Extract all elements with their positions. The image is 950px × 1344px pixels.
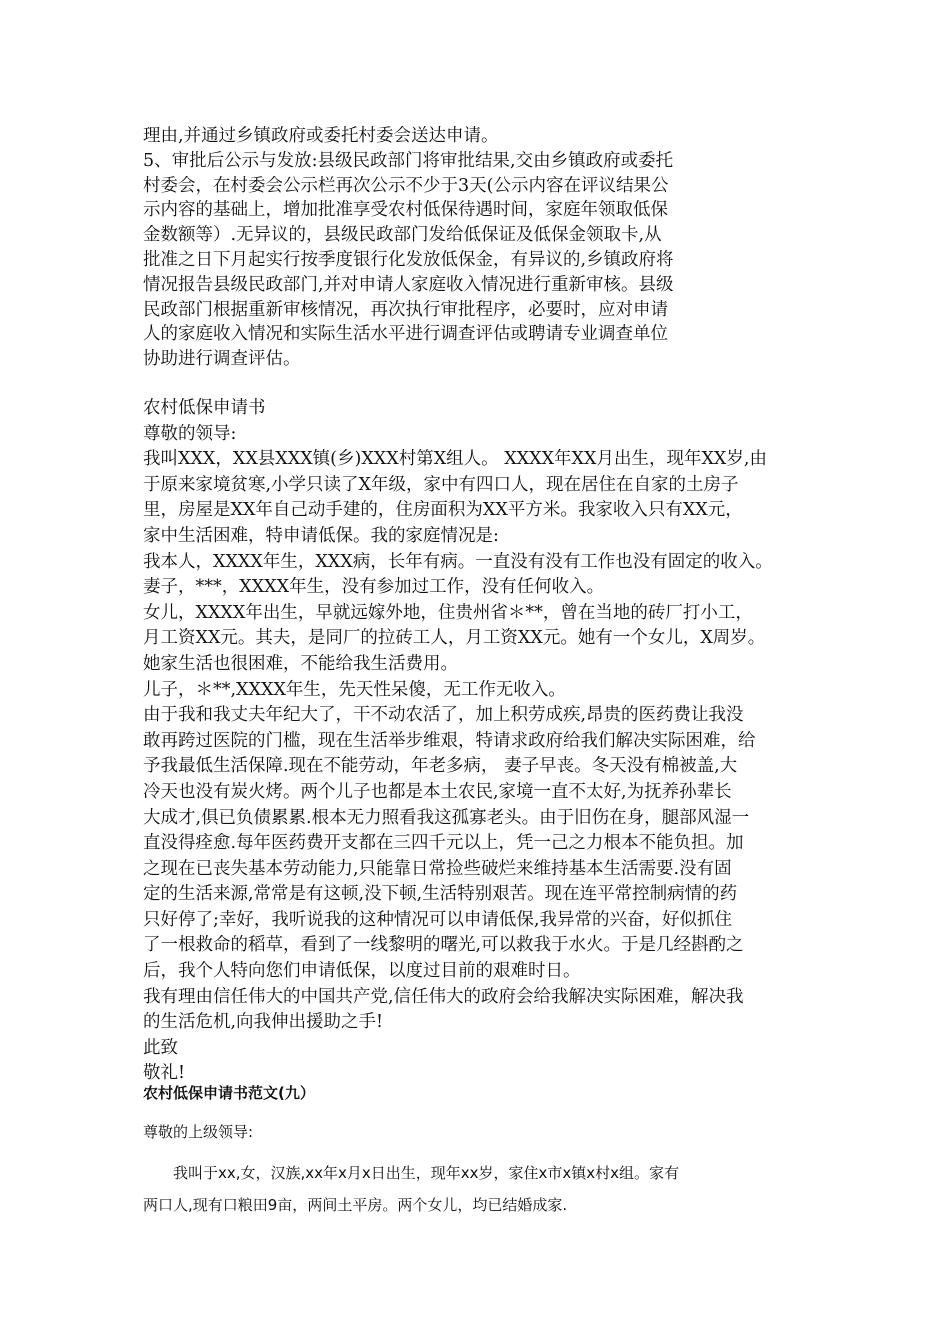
- text-line: 定的生活来源,常常是有这顿,没下顿,生活特别艰苦。现在连平常控制病情的药: [143, 884, 738, 905]
- text-line: 大成才,俱已负债累累.根本无力照看我这孤寡老头。由于旧伤在身，腿部风湿一: [143, 807, 750, 828]
- sample-paragraph: [143, 1157, 823, 1221]
- text-line: 民政部门根据重新审核情况，再次执行审批程序，必要时，应对申请: [143, 299, 668, 320]
- text-line: 我叫于xx,女，汉族,xx年x月x日出生，现年xx岁，家住x市x镇x村x组。家有: [143, 1164, 680, 1182]
- text-line: 家中生活困难，特申请低保。我的家庭情况是:: [143, 525, 499, 546]
- text-line: 人的家庭收入情况和实际生活水平进行调查评估或聘请专业调查单位: [143, 324, 668, 345]
- letter-greeting: 尊敬的领导:: [143, 423, 237, 444]
- text-line: 于原来家境贫寒,小学只读了X年级，家中有四口人，现在居住在自家的土房子: [143, 474, 739, 495]
- text-line: 儿子，＊**,XXXX年生，先天性呆傻，无工作无收入。: [143, 679, 566, 700]
- text-line: 之现在已丧失基本劳动能力,只能靠日常捡些破烂来维持基本生活需要.没有固: [143, 858, 732, 879]
- closing-line: 敬礼!: [143, 1063, 186, 1084]
- text-line: 妻子，***，XXXX年生，没有参加过工作，没有任何收入。: [143, 577, 605, 598]
- letter-title: 农村低保申请书: [143, 398, 266, 418]
- text-line: 了一根救命的稻草，看到了一线黎明的曙光,可以救我于水火。于是几经斟酌之: [143, 935, 744, 956]
- text-line: 5、审批后公示与发放:县级民政部门将审批结果,交由乡镇政府或委托: [143, 150, 674, 171]
- text-line: 我叫XXX，XX县XXX镇(乡)XXX村第X组人。 XXXX年XX月出生，现年XX岁,由: [143, 449, 767, 470]
- text-line: 示内容的基础上，增加批准享受农村低保待遇时间，家庭年领取低保: [143, 200, 668, 221]
- text-line: 两口人,现有口粮田9亩，两间土平房。两个女儿，均已结婚成家.: [143, 1196, 568, 1214]
- text-line: 村委会，在村委会公示栏再次公示不少于3天(公示内容在评议结果公: [143, 175, 669, 196]
- text-line: 月工资XX元。其夫，是同厂的拉砖工人，月工资XX元。她有一个女儿，X周岁。: [143, 628, 766, 649]
- text-line: 情况报告县级民政部门,并对申请人家庭收入情况进行重新审核。县级: [143, 274, 674, 295]
- text-line: 女儿，XXXX年出生，早就远嫁外地，住贵州省＊**，曾在当地的砖厂打小工，: [143, 602, 753, 623]
- text-line: 批准之日下月起实行按季度银行化发放低保金，有异议的,乡镇政府将: [143, 249, 674, 270]
- text-line: 我本人，XXXX年生，XXX病，长年有病。一直没有没有工作也没有固定的收入。: [143, 551, 773, 572]
- text-line: 她家生活也很困难，不能给我生活费用。: [143, 653, 458, 674]
- section-heading: 农村低保申请书范文(九）: [143, 1084, 315, 1102]
- text-line: 只好停了;幸好，我听说我的这种情况可以申请低保,我异常的兴奋，好似抓住: [143, 909, 732, 930]
- closing-line: 此致: [143, 1037, 178, 1058]
- text-line: 我有理由信任伟大的中国共产党,信任伟大的政府会给我解决实际困难，解决我: [143, 986, 744, 1007]
- text-line: 直没得痊愈.每年医药费开支都在三四千元以上，凭一己之力根本不能负担。加: [143, 833, 744, 854]
- text-line: 由于我和我丈夫年纪大了，干不动农活了，加上积劳成疾,昂贵的医药费让我没: [143, 705, 744, 726]
- text-line: 冷天也没有炭火烤。两个儿子也都是本土农民,家境一直不太好,为抚养孙辈长: [143, 781, 732, 802]
- text-line: 予我最低生活保障.现在不能劳动，年老多病， 妻子早丧。冬天没有棉被盖,大: [143, 756, 738, 777]
- text-line: 协助进行调查评估。: [143, 349, 301, 370]
- text-line: 金数额等）.无异议的，县级民政部门发给低保证及低保金领取卡,从: [143, 225, 662, 246]
- text-line: 里，房屋是XX年自己动手建的，住房面积为XX平方米。我家收入只有XX元，: [143, 500, 743, 521]
- sample-greeting: 尊敬的上级领导:: [143, 1123, 254, 1141]
- text-line: 敢再跨过医院的门槛，现在生活举步维艰，特请求政府给我们解决实际困难，给: [143, 730, 756, 751]
- text-line: 后，我个人特向您们申请低保，以度过目前的艰难时日。: [143, 961, 581, 982]
- text-line: 理由,并通过乡镇政府或委托村委会送达申请。: [143, 126, 499, 146]
- approval-procedure-text: [143, 124, 813, 372]
- application-letter: [143, 396, 813, 1087]
- text-line: 的生活危机,向我伸出援助之手!: [143, 1012, 384, 1033]
